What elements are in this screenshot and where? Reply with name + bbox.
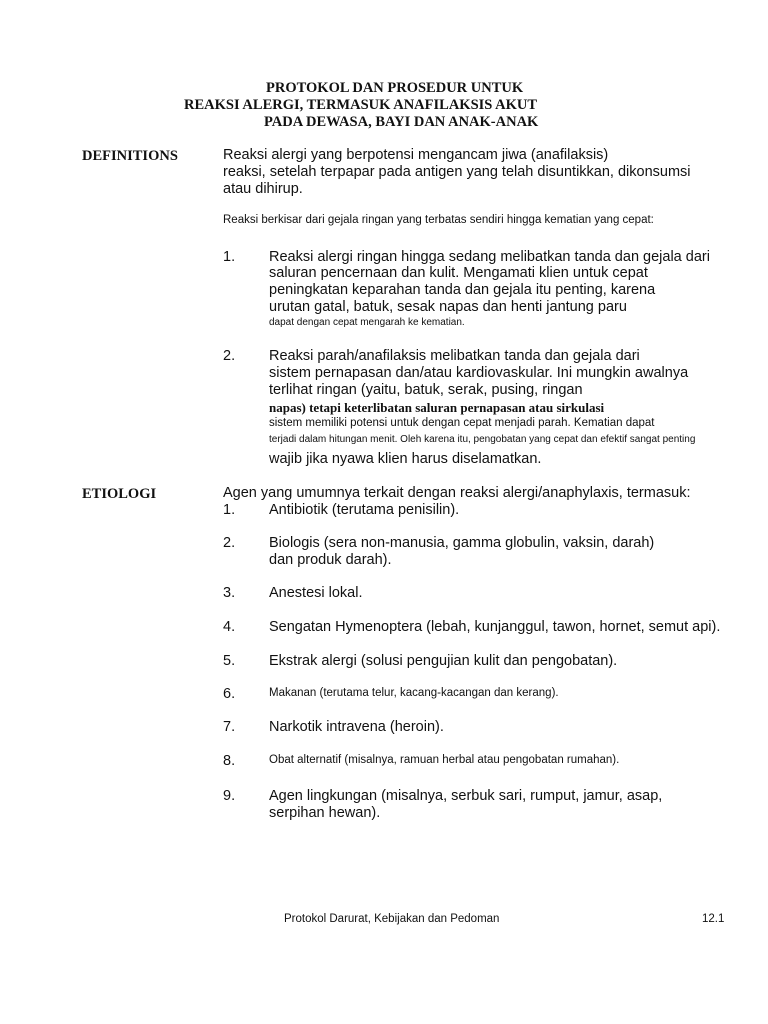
etiologi-item-5-number: 5.	[223, 653, 236, 669]
etiologi-item-3-number: 3.	[223, 585, 236, 601]
etiologi-item-9-text: Agen lingkungan (misalnya, serbuk sari, rumput, jamur, asap,	[269, 788, 663, 804]
etiologi-item-6-number: 6.	[223, 686, 236, 702]
etiologi-item-5-text: Ekstrak alergi (solusi pengujian kulit dan pengobatan).	[269, 653, 618, 669]
definition-item-1-line-3: peningkatan keparahan tanda dan gejala itu penting, karena	[269, 282, 656, 298]
definition-item-1-line-1: Reaksi alergi ringan hingga sedang melibatkan tanda dan gejala dari	[269, 249, 710, 265]
definition-item-1-small-line: dapat dengan cepat mengarah ke kematian.	[269, 317, 465, 328]
title-line-2: REAKSI ALERGI, TERMASUK ANAFILAKSIS AKUT	[184, 97, 538, 113]
etiologi-item-1-text: Antibiotik (terutama penisilin).	[269, 502, 460, 518]
etiologi-intro: Agen yang umumnya terkait dengan reaksi alergi/anaphylaxis, termasuk:	[223, 485, 691, 501]
etiologi-item-9-number: 9.	[223, 788, 236, 804]
definitions-intro-2: reaksi, setelah terpapar pada antigen yang telah disuntikkan, dikonsumsi	[223, 164, 691, 180]
etiologi-item-7-number: 7.	[223, 719, 236, 735]
footer-title: Protokol Darurat, Kebijakan dan Pedoman	[284, 913, 500, 925]
definition-item-2-last-line: wajib jika nyawa klien harus diselamatkan.	[269, 451, 542, 467]
etiologi-item-7-text: Narkotik intravena (heroin).	[269, 719, 444, 735]
definition-item-2-number: 2.	[223, 348, 236, 364]
definition-item-2-line-1: Reaksi parah/anafilaksis melibatkan tanda dan gejala dari	[269, 348, 640, 364]
etiologi-item-9-text-2: serpihan hewan).	[269, 805, 381, 821]
definition-item-1-line-2: saluran pencernaan dan kulit. Mengamati klien untuk cepat	[269, 265, 648, 281]
etiologi-item-6-text: Makanan (terutama telur, kacang-kacangan dan kerang).	[269, 687, 559, 699]
etiologi-item-4-text: Sengatan Hymenoptera (lebah, kunjanggul, tawon, hornet, semut api).	[269, 619, 721, 635]
definitions-range-note: Reaksi berkisar dari gejala ringan yang terbatas sendiri hingga kematian yang cepat:	[223, 214, 654, 226]
etiologi-item-3-text: Anestesi lokal.	[269, 585, 363, 601]
definition-item-1-line-4: urutan gatal, batuk, sesak napas dan henti jantung paru	[269, 299, 627, 315]
etiologi-item-1-number: 1.	[223, 502, 236, 518]
definition-item-2-bold-line: napas) tetapi keterlibatan saluran pernapasan atau sirkulasi	[269, 400, 605, 415]
definition-item-2-small-line: sistem memiliki potensi untuk dengan cepat menjadi parah. Kematian dapat	[269, 417, 655, 429]
section-label-definitions: DEFINITIONS	[82, 148, 178, 164]
etiologi-item-2-text-2: dan produk darah).	[269, 552, 392, 568]
section-label-etiologi: ETIOLOGI	[82, 486, 157, 502]
etiologi-item-2-number: 2.	[223, 535, 236, 551]
definition-item-2-line-2: sistem pernapasan dan/atau kardiovaskular. Ini mungkin awalnya	[269, 365, 689, 381]
etiologi-item-8-text: Obat alternatif (misalnya, ramuan herbal atau pengobatan rumahan).	[269, 754, 620, 766]
etiologi-item-2-text: Biologis (sera non-manusia, gamma globulin, vaksin, darah)	[269, 535, 655, 551]
page-number: 12.1	[702, 913, 725, 925]
definition-item-2-line-3: terlihat ringan (yaitu, batuk, serak, pusing, ringan	[269, 382, 583, 398]
etiologi-item-4-number: 4.	[223, 619, 236, 635]
definitions-intro-1: Reaksi alergi yang berpotensi mengancam jiwa (anafilaksis)	[223, 147, 609, 163]
definition-item-1-number: 1.	[223, 249, 236, 265]
definitions-intro-3: atau dihirup.	[223, 181, 303, 197]
title-line-1: PROTOKOL DAN PROSEDUR UNTUK	[266, 80, 524, 96]
title-line-3: PADA DEWASA, BAYI DAN ANAK-ANAK	[264, 114, 539, 130]
definition-item-2-tiny-line: terjadi dalam hitungan menit. Oleh karena itu, pengobatan yang cepat dan efektif sangat penting	[269, 434, 696, 445]
etiologi-item-8-number: 8.	[223, 753, 236, 769]
